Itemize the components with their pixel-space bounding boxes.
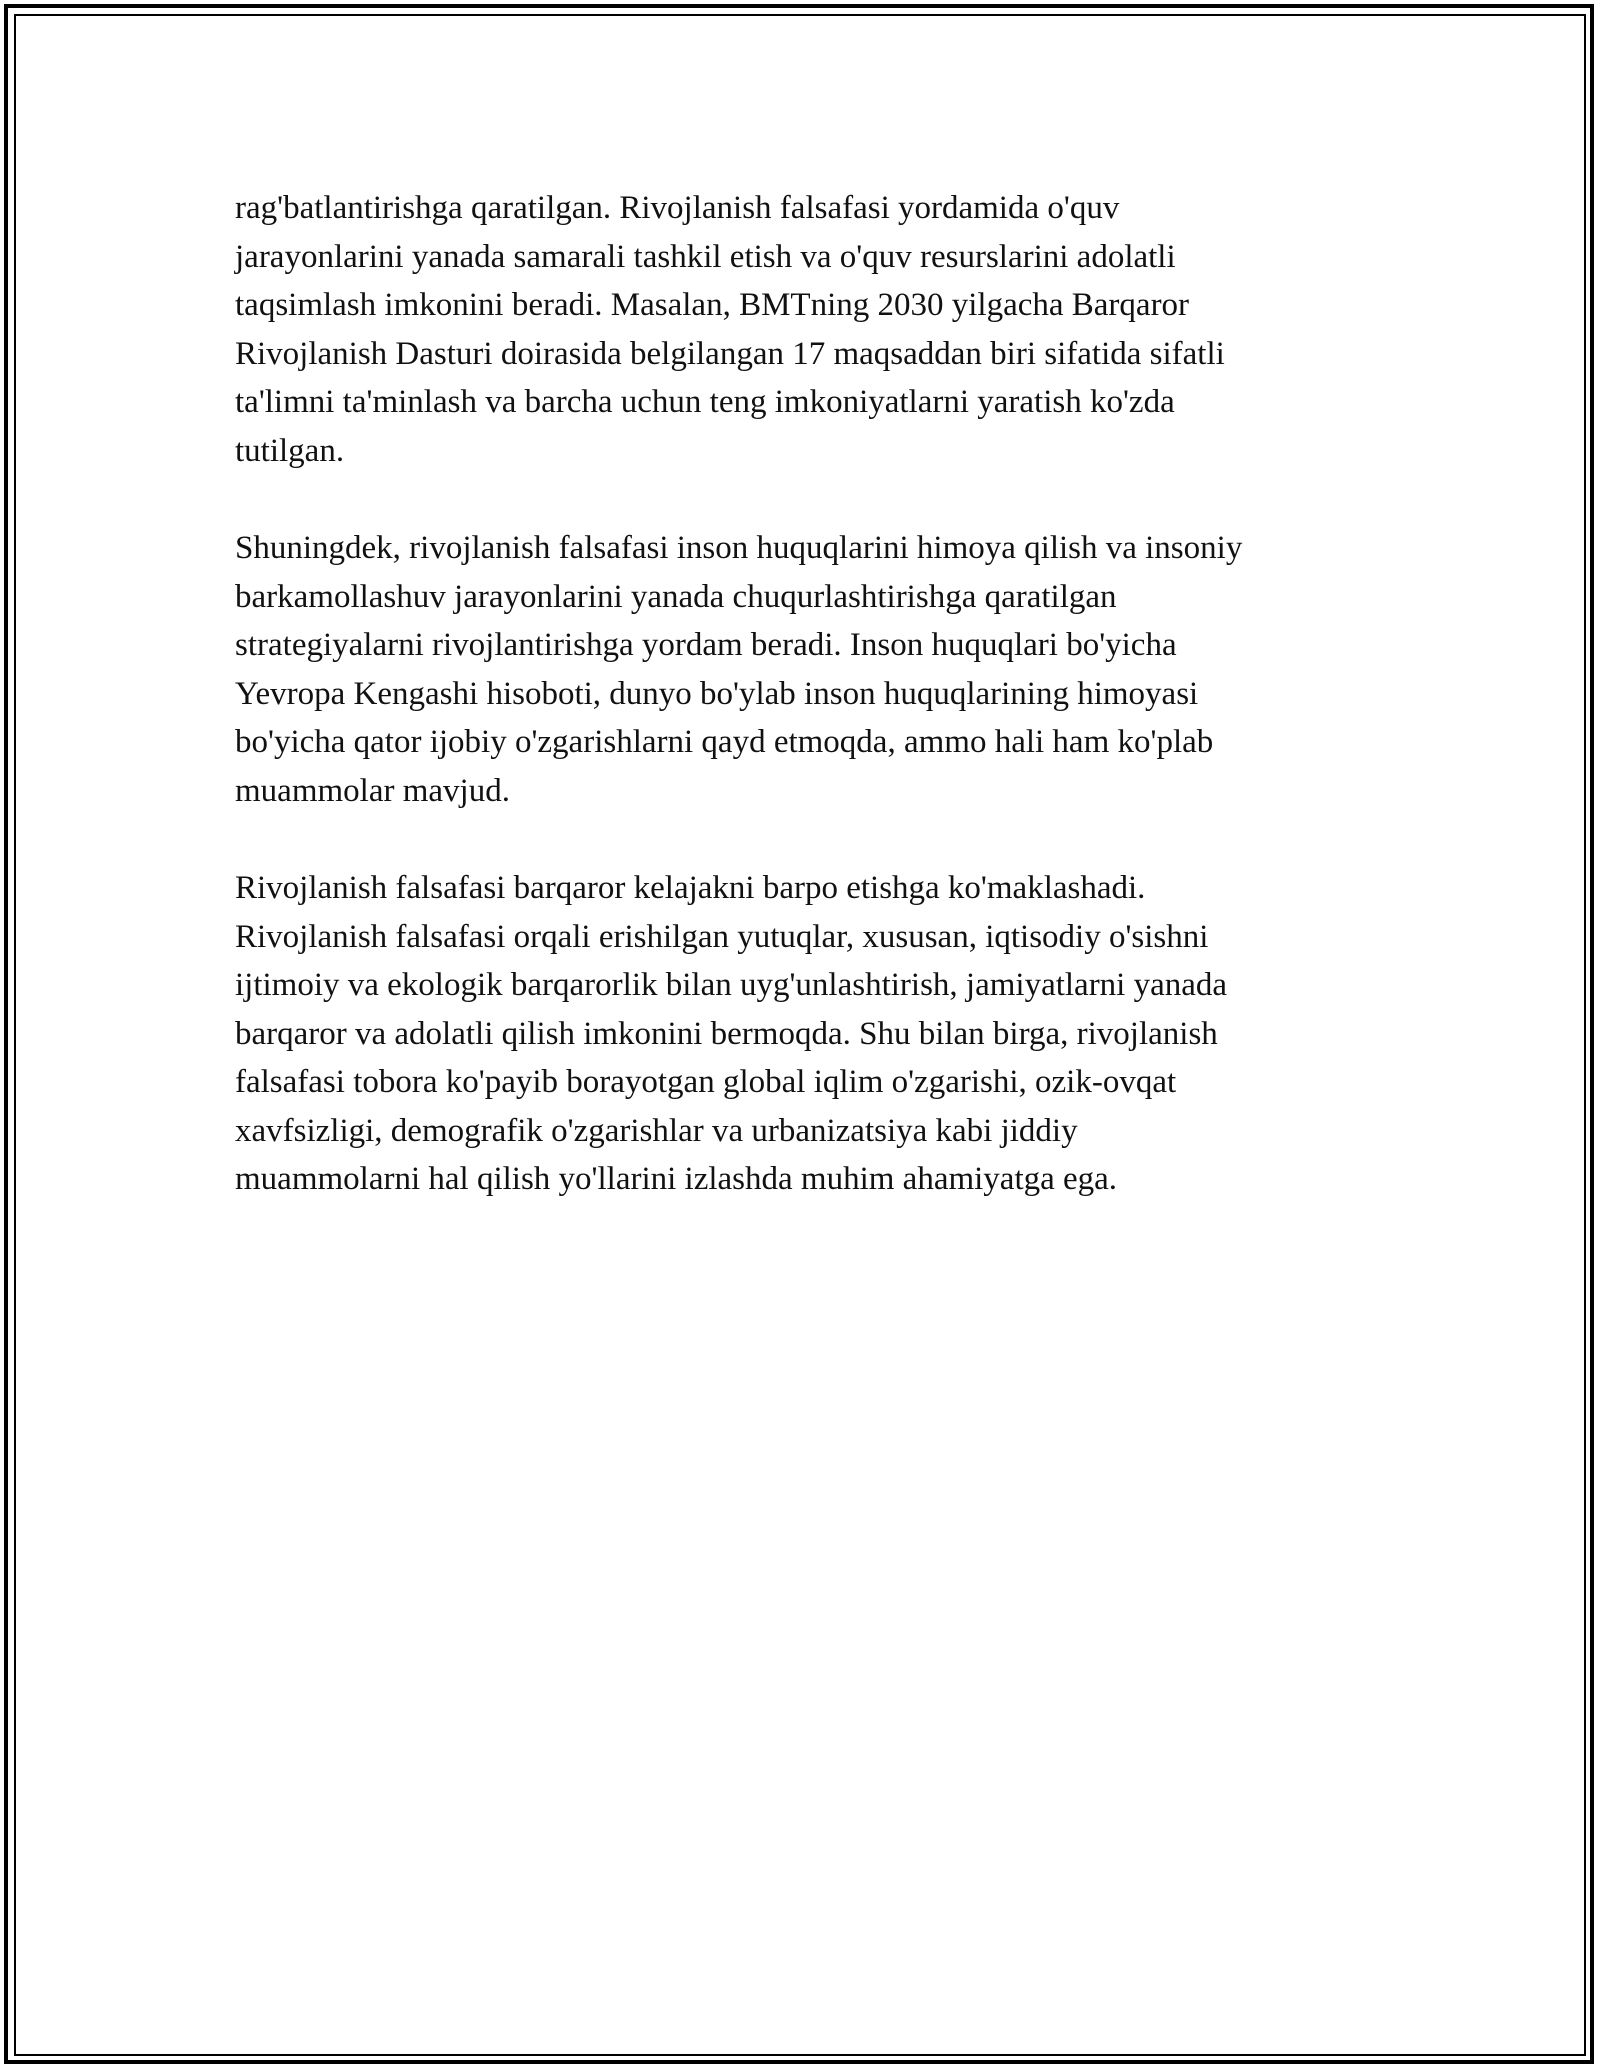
document-body <box>235 184 1370 1253</box>
paragraph: rag'batlantirishga qaratilgan. Rivojlanish falsafasi yordamida o'quv jarayonlarini yanada samarali tashkil etish va o'quv resurslarini adolatli taqsimlash imkonini beradi. Masalan, BMTning 2030 yilgacha Barqaror Rivojlanish Dasturi doirasida belgilangan 17 maqsaddan biri sifatida sifatli ta'limni ta'minlash va barcha uchun teng imkoniyatlarni yaratish ko'zda tutilgan. <box>235 190 1225 469</box>
paragraph: Rivojlanish falsafasi barqaror kelajakni barpo etishga ko'maklashadi. Rivojlanish falsafasi orqali erishilgan yutuqlar, xususan, iqtisodiy o'sishni ijtimoiy va ekologik barqarorlik bilan uyg'unlashtirish, jamiyatlarni yanada barqaror va adolatli qilish imkonini bermoqda. Shu bilan birga, rivojlanish falsafasi tobora ko'payib borayotgan global iqlim o'zgarishi, ozik-ovqat xavfsizligi, demografik o'zgarishlar va urbanizatsiya kabi jiddiy muammolarni hal qilish yo'llarini izlashda muhim ahamiyatga ega. <box>235 870 1228 1197</box>
paragraph: Shuningdek, rivojlanish falsafasi inson huquqlarini himoya qilish va insoniy barkamollashuv jarayonlarini yanada chuqurlashtirishga qaratilgan strategiyalarni rivojlantirishga yordam beradi. Inson huquqlari bo'yicha Yevropa Kengashi hisoboti, dunyo bo'ylab inson huquqlarining himoyasi bo'yicha qator ijobiy o'zgarishlarni qayd etmoqda, ammo hali ham ko'plab muammolar mavjud. <box>235 530 1243 809</box>
